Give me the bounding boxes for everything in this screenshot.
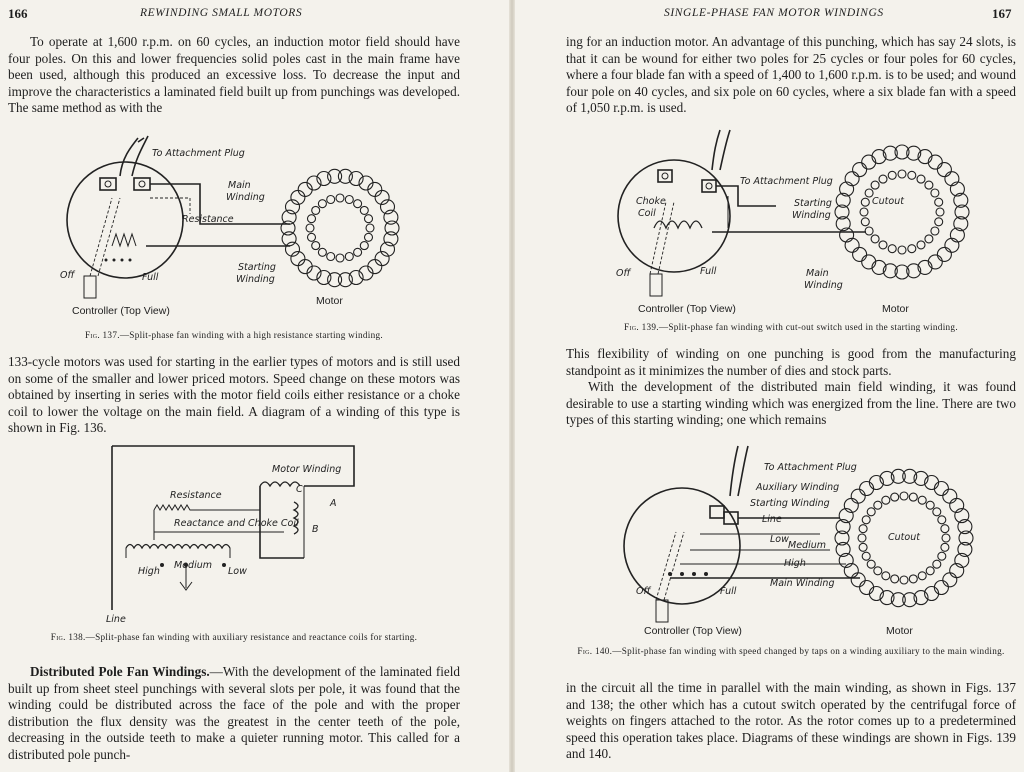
paragraph: To operate at 1,600 r.p.m. on 60 cycles, an induction motor field should have four poles. On this and lower frequencies solid poles cast in the main frame have been used, although this produced an excessive loss. To decrease the input and improve the characteristics a laminated field built up from punchings was developed. The same method as with the	[8, 34, 460, 115]
label-controller: Controller (Top View)	[72, 305, 170, 317]
label-c: C	[296, 484, 303, 495]
label-attachment-plug: To Attachment Plug	[152, 148, 245, 159]
motor-inner-coil	[860, 170, 944, 254]
label-starting-winding-2: Winding	[792, 210, 831, 221]
caption-number: Fig. 140.	[577, 646, 613, 656]
motor-inner-coil	[306, 194, 374, 262]
figure-140-diagram	[620, 440, 980, 640]
section-paragraph	[8, 664, 460, 763]
label-starting-winding: Starting	[794, 198, 832, 209]
label-low: Low	[770, 534, 789, 545]
label-full: Full	[720, 586, 737, 597]
label-off: Off	[60, 270, 75, 281]
label-motor: Motor	[882, 303, 909, 315]
label-medium: Medium	[174, 560, 212, 571]
label-main-winding-2: Winding	[226, 192, 265, 203]
label-line: Line	[762, 514, 782, 525]
paragraph: ing for an induction motor. An advantage of this punching, which has say 24 slots, is that it can be wound for either two poles for 25 cycles or four poles for 60 cycles, where a four blade fan with a speed of 1,400 to 1,600 r.p.m. is to be used; and wound four pole on 40 cycles, and six pole on 60 cycles, where a six blade fan with a speed of 1,050 r.p.m. is used.	[566, 34, 1016, 115]
label-starting-winding: Starting	[238, 262, 276, 273]
figure-137-diagram	[50, 128, 410, 324]
page-number: 166	[8, 6, 28, 21]
running-head: REWINDING SMALL MOTORS	[140, 7, 303, 19]
label-high: High	[784, 558, 806, 569]
label-main-winding: Main	[228, 180, 251, 191]
label-low: Low	[228, 566, 247, 577]
label-attachment-plug: To Attachment Plug	[764, 462, 857, 473]
caption-text: —Split-phase fan winding with auxiliary resistance and reactance coils for starting.	[85, 632, 418, 642]
label-motor: Motor	[316, 295, 343, 307]
label-main-winding-2: Winding	[804, 280, 843, 291]
paragraph-text: —With the development of the laminated field built up from sheet steel punchings with several slots per pole, it was found that the winding could be distributed across the face of the pole and with the proper distribution the flux density was the greatest in the center teeth of the pole, decreasing in the outside teeth to make a quieter running motor. This called for a distributed pole punch-	[8, 664, 460, 762]
label-high: High	[138, 566, 160, 577]
resistance-coil	[112, 234, 136, 246]
label-choke-coil: Choke	[636, 196, 666, 207]
label-starting-winding-2: Winding	[236, 274, 275, 285]
caption-text: —Split-phase fan winding with a high resistance starting winding.	[119, 330, 383, 340]
label-controller: Controller (Top View)	[644, 625, 742, 637]
motor-outer-coil	[835, 145, 969, 279]
caption-number: Fig. 139.	[624, 322, 659, 332]
caption-text: —Split-phase fan winding with cut-out switch used in the starting winding.	[658, 322, 958, 332]
figure-139-caption	[566, 322, 1016, 333]
figure-139-diagram	[616, 124, 976, 316]
label-choke-coil-2: Coil	[638, 208, 656, 219]
caption-number: Fig. 138.	[50, 632, 86, 642]
label-auxiliary-winding: Auxiliary Winding	[756, 482, 840, 493]
label-main-winding: Main Winding	[770, 578, 835, 589]
label-off: Off	[636, 586, 651, 597]
right-page	[512, 0, 1024, 772]
figure-138-diagram	[104, 440, 364, 626]
label-main-winding: Main	[806, 268, 829, 279]
label-full: Full	[700, 266, 717, 277]
figure-140-caption	[566, 646, 1016, 657]
label-a: A	[330, 498, 337, 509]
label-line: Line	[106, 614, 126, 625]
paragraph: 133-cycle motors was used for starting in the earlier types of motors and is still used on some of the smaller and lower priced motors. Speed change on these motors was obtained by inserting in series with the motor field coils either resistance or a choke coil to lower the voltage on the main field. A diagram of a winding of this type is shown in Fig. 136.	[8, 354, 460, 435]
label-reactance-choke: Reactance and Choke Coil	[174, 518, 299, 529]
running-head: SINGLE-PHASE FAN MOTOR WINDINGS	[664, 7, 884, 19]
page-number: 167	[992, 6, 1012, 21]
caption-text: —Split-phase fan winding with speed changed by taps on a winding auxiliary to the main winding.	[612, 646, 1005, 656]
figure-137-caption	[8, 330, 460, 341]
label-cutout: Cutout	[888, 532, 920, 543]
label-full: Full	[142, 272, 159, 283]
label-motor: Motor	[886, 625, 913, 637]
paragraph: in the circuit all the time in parallel with the main winding, as shown in Figs. 137 and 138; the other which has a cutout switch operated by the centrifugal force of weights on fingers attached to the rotor. As the rotor comes up to a predetermined speed this operation takes place. Diagrams of these windings are shown in Figs. 139 and 140.	[566, 680, 1016, 761]
label-starting-winding: Starting Winding	[750, 498, 830, 509]
section-heading: Distributed Pole Fan Windings.	[30, 664, 210, 679]
motor-outer-coil	[281, 169, 399, 286]
controller-circle	[67, 162, 183, 278]
label-motor-winding: Motor Winding	[272, 464, 342, 475]
paragraph: This flexibility of winding on one punching is good from the manufacturing standpoint as it minimizes the number of dies and stock parts.	[566, 346, 1016, 378]
label-medium: Medium	[788, 540, 826, 551]
figure-138-caption	[8, 632, 460, 643]
label-resistance: Resistance	[182, 214, 234, 225]
paragraph: With the development of the distributed main field winding, it was found desirable to use a starting winding which was energized from the line. There are two types of this starting winding; one which remains	[566, 379, 1016, 427]
caption-number: Fig. 137.	[85, 330, 120, 340]
label-b: B	[312, 524, 319, 535]
label-attachment-plug: To Attachment Plug	[740, 176, 833, 187]
label-controller: Controller (Top View)	[638, 303, 736, 315]
label-resistance: Resistance	[170, 490, 222, 501]
label-off: Off	[616, 268, 631, 279]
label-cutout: Cutout	[872, 196, 904, 207]
